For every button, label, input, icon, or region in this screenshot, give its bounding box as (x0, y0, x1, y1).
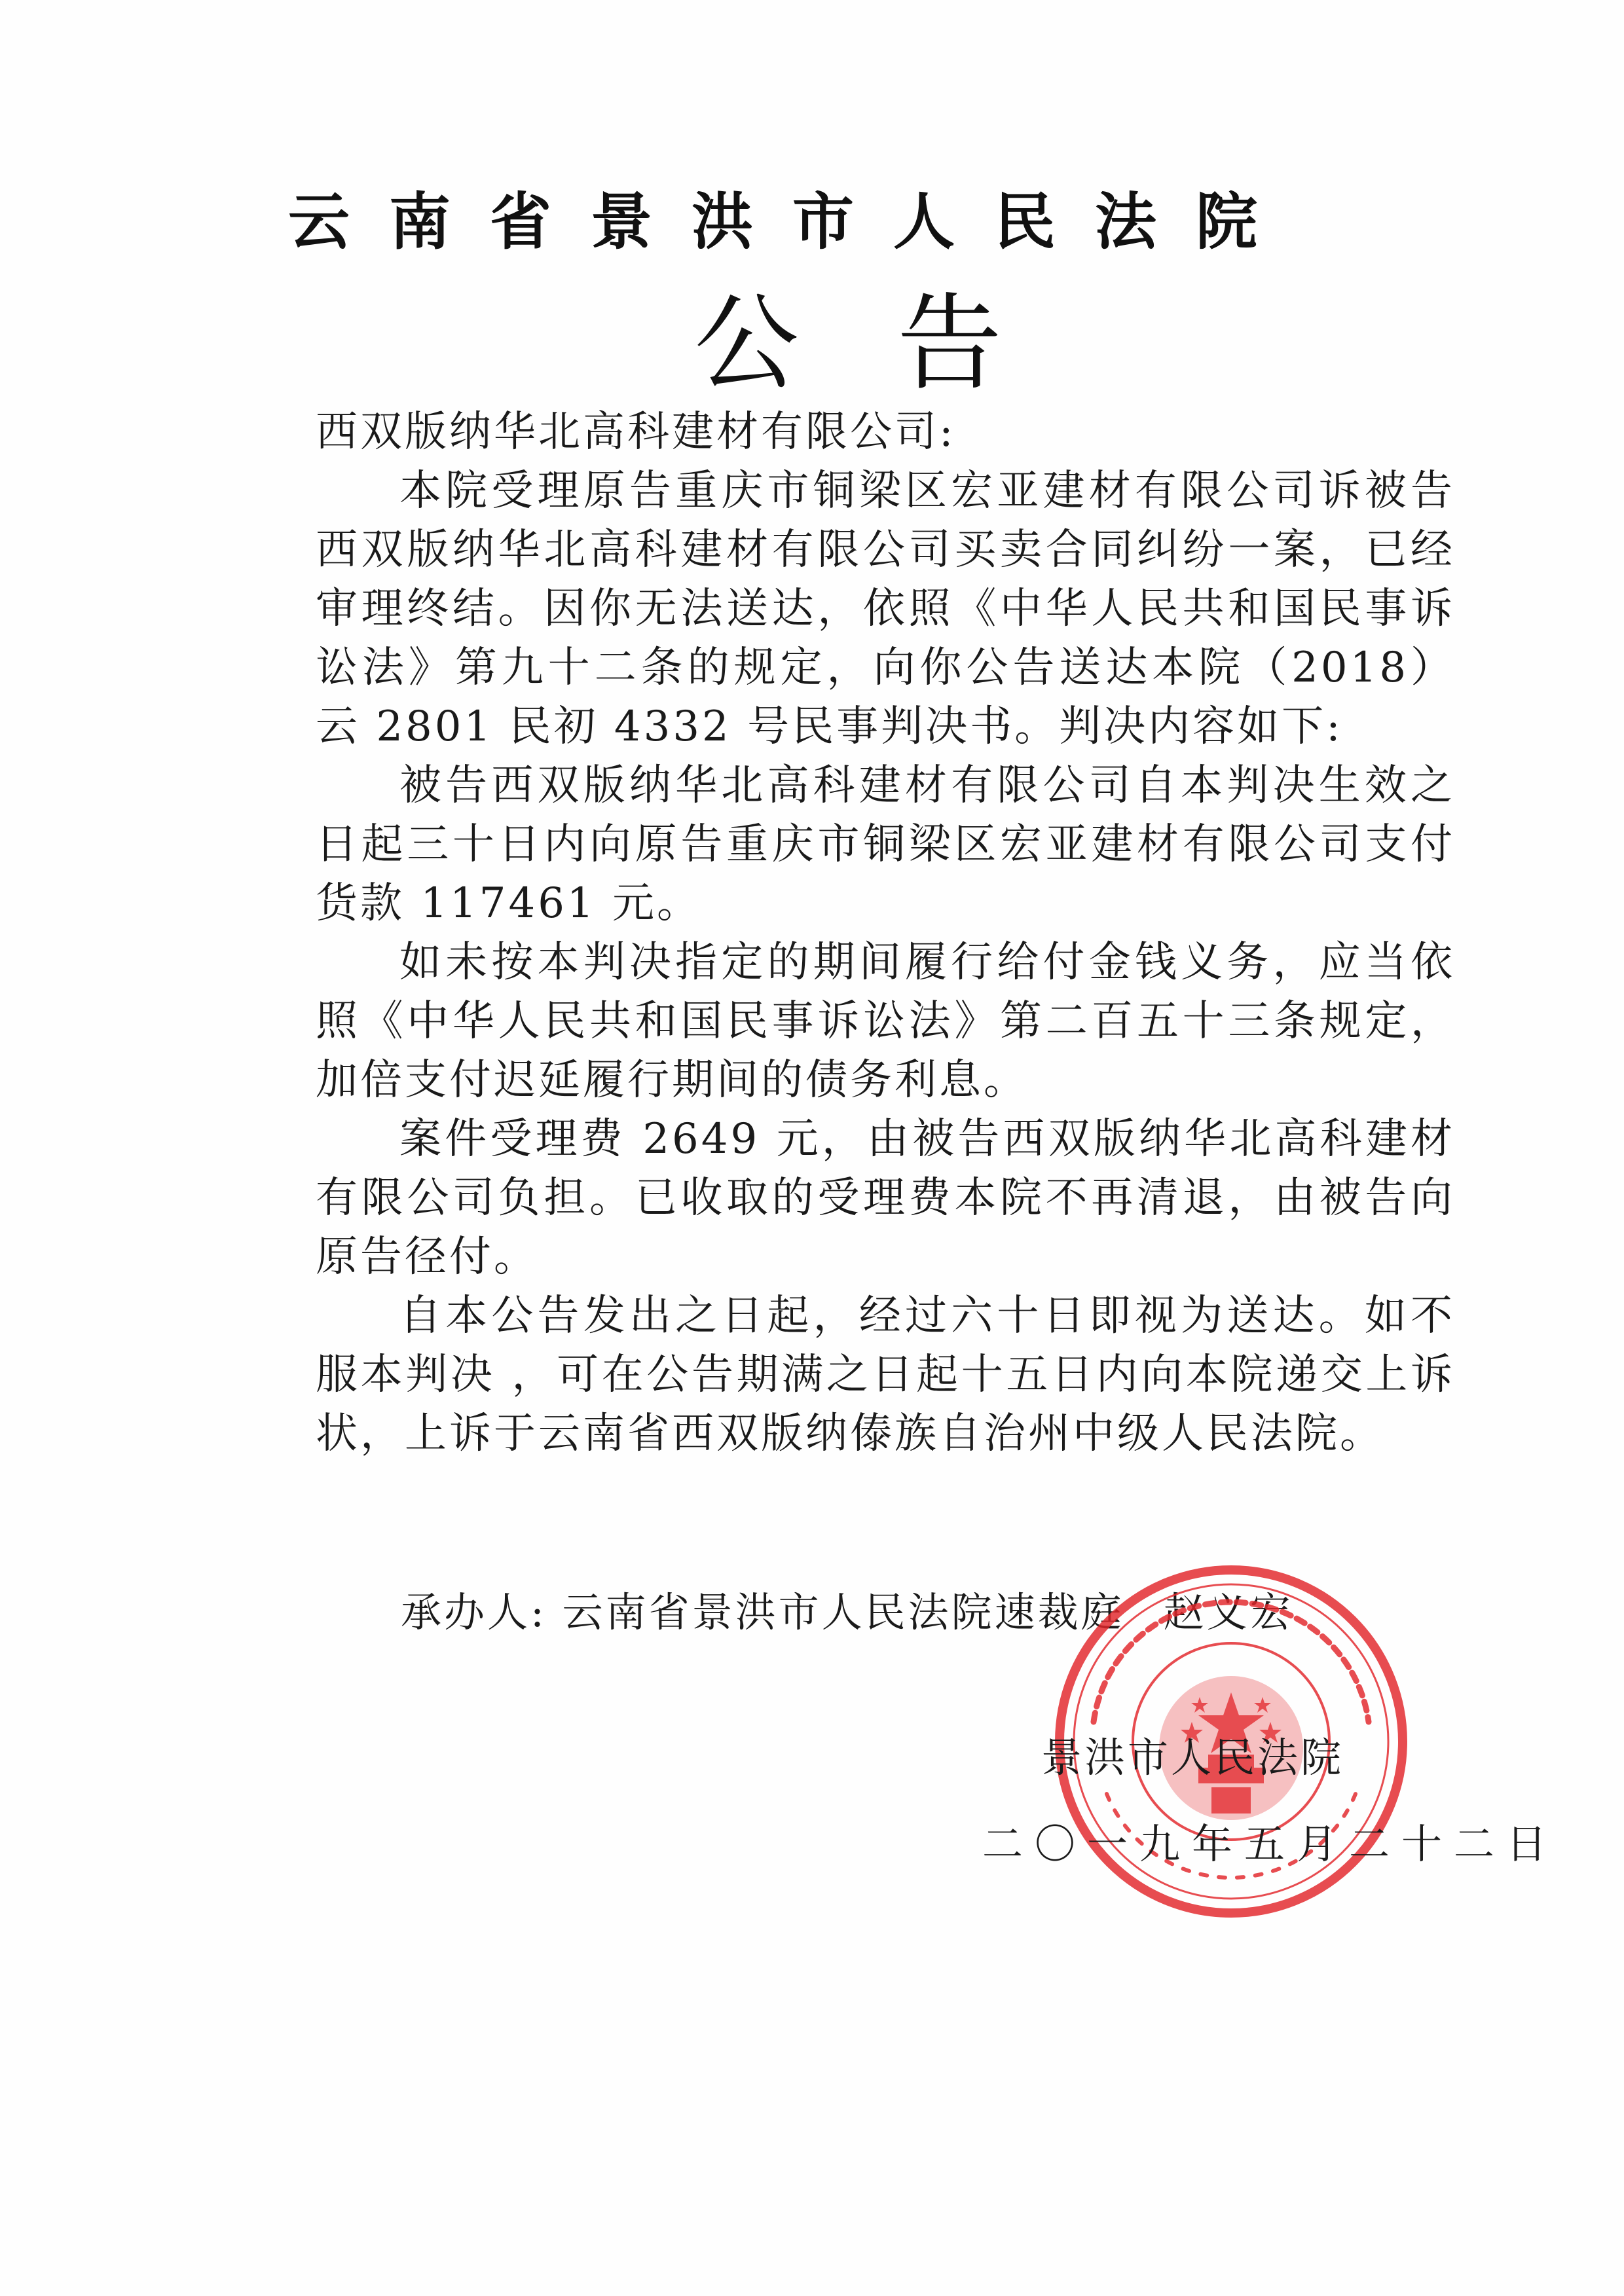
handler-name: 赵义宏 (1163, 1588, 1293, 1636)
issuing-court: 景洪市人民法院 (1041, 1734, 1344, 1781)
court-name-heading: 云南省景洪市人民法院 (288, 187, 1297, 258)
paragraph-case-fee: 案件受理费 2649 元，由被告西双版纳华北高科建材有限公司负担。已收取的受理费本院不再清退，由被告向原告径付。 (316, 1115, 1455, 1281)
paragraph-case-intro: 本院受理原告重庆市铜梁区宏亚建材有限公司诉被告西双版纳华北高科建材有限公司买卖合同纠纷一案，已经审理终结。因你无法送达，依照《中华人民共和国民事诉讼法》第九十二条的规定，向你公告送达本院（2018）云 2801 民初 4332 号民事判决书。判决内容如下: (316, 467, 1455, 751)
paragraph-judgment-payment: 被告西双版纳华北高科建材有限公司自本判决生效之日起三十日内向原告重庆市铜梁区宏亚建材有限公司支付货款 117461 元。 (316, 761, 1455, 928)
handler-label: 承办人: (401, 1588, 547, 1636)
issue-date: 二〇一九年五月二十二日 (982, 1820, 1559, 1868)
paragraph-late-interest: 如未按本判决指定的期间履行给付金钱义务，应当依照《中华人民共和国民事诉讼法》第二百五十三条规定，加倍支付迟延履行期间的债务利息。 (316, 938, 1455, 1104)
handler-department: 云南省景洪市人民法院速裁庭 (562, 1588, 1124, 1636)
addressee-line: 西双版纳华北高科建材有限公司: (316, 408, 956, 456)
notice-body (316, 403, 1455, 1463)
paragraph-appeal-notice: 自本公告发出之日起，经过六十日即视为送达。如不服本判决 ，可在公告期满之日起十五日内向本院递交上诉状，上诉于云南省西双版纳傣族自治州中级人民法院。 (316, 1292, 1455, 1458)
document-title: 公告 (694, 282, 1101, 405)
